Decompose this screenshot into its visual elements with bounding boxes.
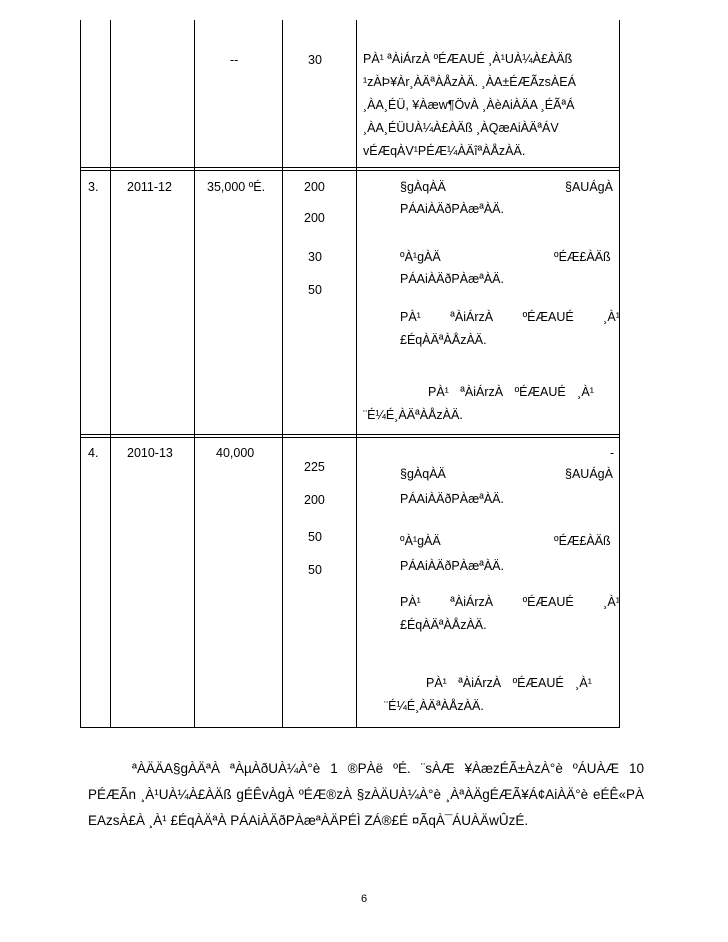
description-line: vÉÆqÀV¹PÉÆ¼ÀÄîªÀÅzÀÄ. (363, 144, 526, 158)
quantity-cell: 200 (304, 211, 325, 225)
activity-text: ºÀ¹gÀÄ (400, 250, 441, 264)
amount-cell: 40,000 (216, 446, 255, 460)
activity-text: ¨É¼É¸ÀÄªÀÅzÀÄ. (384, 699, 484, 713)
row-divider (80, 437, 620, 438)
activity-text: §AUÁgÀ (565, 180, 613, 194)
activity-text: PÁAiÀÄðPÀæªÀÄ. (400, 202, 504, 216)
quantity-cell: 50 (308, 283, 322, 297)
activity-text: ºÉÆ£ÀÄß (554, 250, 611, 264)
activity-text: PÁAiÀÄðPÀæªÀÄ. (400, 492, 504, 506)
serial-number: 3. (88, 180, 99, 194)
table-border (80, 20, 81, 728)
data-table (80, 20, 620, 728)
quantity-cell: 30 (308, 250, 322, 264)
activity-text: §AUÁgÀ (565, 467, 613, 481)
column-divider (194, 20, 195, 728)
year-cell: 2010-13 (127, 446, 173, 460)
page-number: 6 (360, 893, 368, 905)
activity-text: PÀ¹ ªÀiÁrzÀ ºÉÆAUÉ ¸À¹ (426, 676, 592, 690)
year-cell: 2011-12 (127, 180, 172, 194)
activity-text: ºÀ¹gÀÄ (400, 534, 441, 548)
table-border (80, 727, 620, 728)
row-divider (80, 434, 620, 435)
description-line: ¹zÀÞ¥Àr¸ÀÄªÀÅzÀÄ. ¸ÀA±ÉÆÃzsÀEÁ (363, 75, 576, 89)
body-paragraph: ªÀÄÄA§gÀÄªÀ ªÀµÀðUÀ¼À°è 1 ®PÀë ºÉ. ¨sÀÆ ¥ÀæzÉÃ±ÀzÀ°è ºÁUÀÆ 10 PÉÆÃn ¸À¹UÀ¼À£ÀÄß gÉÊvÀgÀ ºÉÆ®zÀ §zÀÄUÀ¼À°è ¸ÀªÀÄgÉÆÃ¥Á¢AiÀÄ°è eÉÊ«PÀ EAzsÀ£À ¸À¹ £ÉqÀÄªÀ PÁAiÀÄðPÀæªÀÄPÉÌ ZÁ®£É ¤ÃqÀ¯ÁUÀÄwÛzÉ. (88, 761, 644, 828)
row-divider (80, 170, 620, 171)
description-line: ¸ÀA¸ÉÜ, ¥Àæw¶ÖvÀ ¸ÀèAiÀÄA ¸ÉÃªÁ (363, 98, 575, 112)
column-divider (110, 20, 111, 728)
activity-text: ºÉÆ£ÀÄß (554, 534, 611, 548)
quantity-cell: 225 (304, 460, 325, 474)
quantity-cell: 50 (308, 530, 322, 544)
activity-text: PÁAiÀÄðPÀæªÀÄ. (400, 272, 504, 286)
serial-number: 4. (88, 446, 99, 460)
activity-text: PÁAiÀÄðPÀæªÀÄ. (400, 559, 504, 573)
description-line: ¸ÀA¸ÉÜUÀ¼À£ÀÄß ¸ÀQæAiÀÄªÁV (363, 121, 559, 135)
amount-cell: -- (230, 53, 239, 67)
description-line: PÀ¹ ªÀiÁrzÀ ºÉÆAUÉ ¸À¹UÀ¼À£ÀÄß (363, 52, 573, 66)
activity-text: ¨É¼É¸ÀÄªÀÅzÀÄ. (363, 408, 463, 422)
activity-text: §gÀqÀÄ (400, 467, 446, 481)
column-divider (356, 20, 357, 728)
quantity-cell: 30 (308, 53, 322, 67)
activity-text: PÀ¹ ªÀiÁrzÀ ºÉÆAUÉ ¸À¹ (428, 385, 594, 399)
activity-text: £ÉqÀÄªÀÅzÀÄ. (400, 333, 487, 347)
activity-text: £ÉqÀÄªÀÅzÀÄ. (400, 618, 487, 632)
activity-text: PÀ¹ ªÀiÁrzÀ ºÉÆAUÉ ¸À¹ (400, 595, 620, 609)
row-divider (80, 167, 620, 168)
quantity-cell: 200 (304, 180, 325, 194)
quantity-cell: 50 (308, 563, 322, 577)
column-divider (282, 20, 283, 728)
amount-cell: 35,000 ºÉ. (207, 180, 266, 194)
quantity-cell: 200 (304, 493, 325, 507)
activity-text: §gÀqÀÄ (400, 180, 446, 194)
activity-text: PÀ¹ ªÀiÁrzÀ ºÉÆAUÉ ¸À¹ (400, 310, 620, 324)
dash-mark: - (610, 446, 615, 460)
table-border (619, 20, 620, 728)
